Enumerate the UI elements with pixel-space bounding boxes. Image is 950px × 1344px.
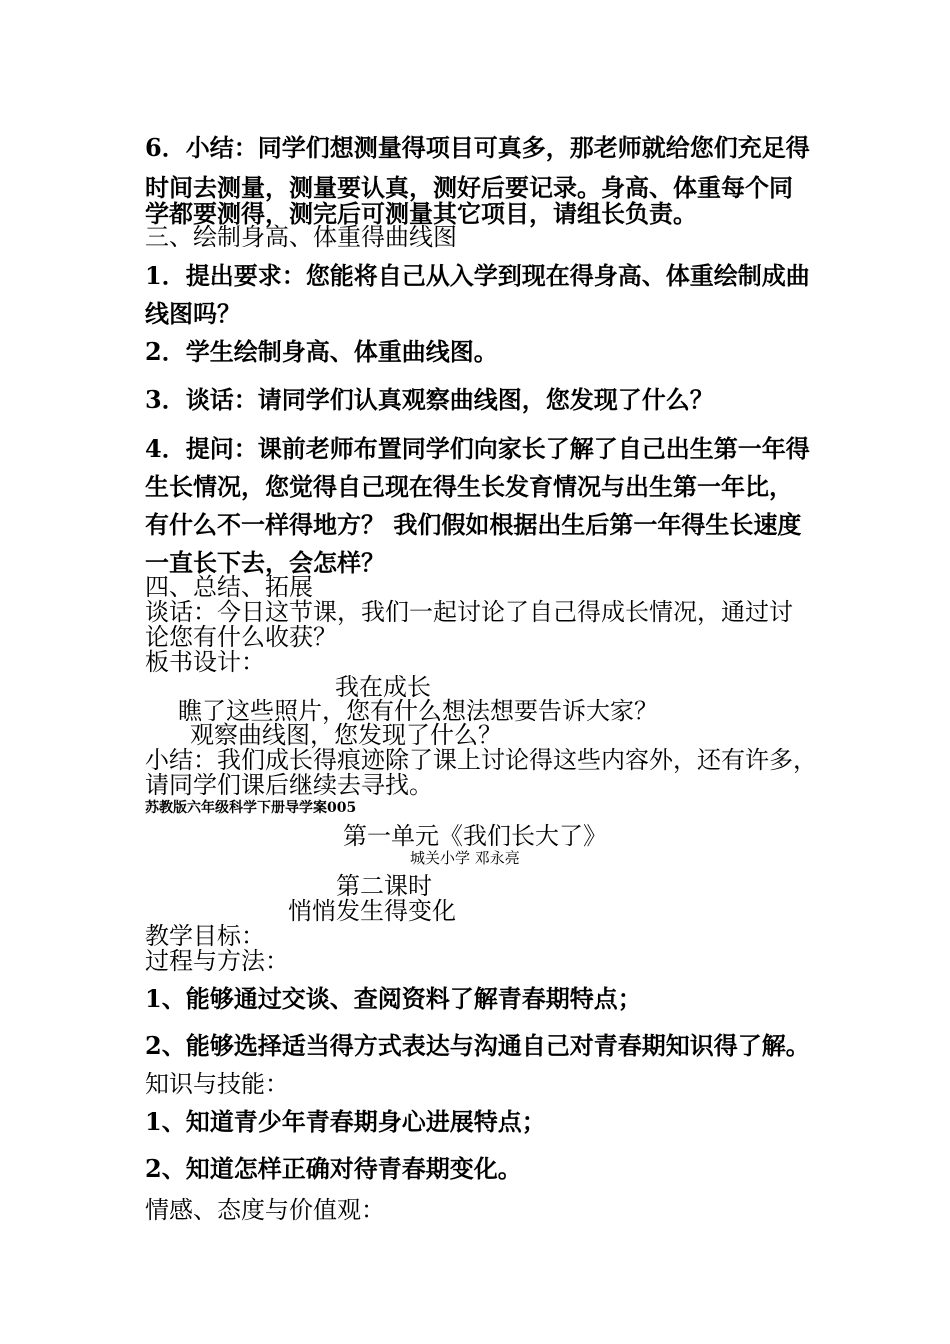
text-line: 4．提问：课前老师布置同学们向家长了解了自己出生第一年得 xyxy=(145,434,810,463)
text-line: 知识与技能： xyxy=(145,1070,289,1098)
text-line: 1．提出要求：您能将自己从入学到现在得身高、体重绘制成曲 xyxy=(145,261,810,290)
lesson-number: 第二课时 xyxy=(336,872,432,900)
text-line: 论您有什么收获？ xyxy=(145,623,337,651)
text-line: 2．学生绘制身高、体重曲线图。 xyxy=(145,337,498,366)
unit-title: 第一单元《我们长大了》 xyxy=(343,822,607,850)
text-line: 1、能够通过交谈、查阅资料了解青春期特点； xyxy=(145,984,642,1013)
section-heading: 三、绘制身高、体重得曲线图 xyxy=(145,223,457,251)
text-line: 时间去测量，测量要认真，测好后要记录。身高、体重每个同 xyxy=(145,173,793,202)
text-line: 过程与方法： xyxy=(145,947,289,975)
text-line: 2、能够选择适当得方式表达与沟通自己对青春期知识得了解。 xyxy=(145,1031,810,1060)
section-heading: 四、总结、拓展 xyxy=(145,573,313,601)
text-line: 瞧了这些照片，您有什么想法想要告诉大家？ xyxy=(178,697,658,725)
text-line: 请同学们课后继续去寻找。 xyxy=(145,771,433,799)
text-line: 有什么不一样得地方？ 我们假如根据出生后第一年得生长速度 xyxy=(145,510,802,539)
text-line: 小结：我们成长得痕迹除了课上讨论得这些内容外，还有许多， xyxy=(145,746,817,774)
author-line: 城关小学 邓永亮 xyxy=(410,849,520,867)
text-line: 情感、态度与价值观： xyxy=(145,1196,385,1224)
text-line: 3．谈话：请同学们认真观察曲线图，您发现了什么？ xyxy=(145,385,714,414)
board-title: 我在成长 xyxy=(335,673,431,701)
text-line: 生长情况，您觉得自己现在得生长发育情况与出生第一年比， xyxy=(145,472,793,501)
text-line: 一直长下去，会怎样？ xyxy=(145,548,385,577)
lesson-title: 悄悄发生得变化 xyxy=(288,897,456,925)
text-line: 观察曲线图，您发现了什么？ xyxy=(190,721,502,749)
text-line: 板书设计： xyxy=(145,648,265,676)
text-line: 1、知道青少年青春期身心进展特点； xyxy=(145,1107,546,1136)
header-label: 苏教版六年级科学下册导学案005 xyxy=(145,800,357,816)
text-line: 教学目标： xyxy=(145,922,265,950)
text-line: 线图吗？ xyxy=(145,299,241,328)
text-line: 学都要测得，测完后可测量其它项目，请组长负责。 xyxy=(145,199,697,228)
text-line: 谈话：今日这节课，我们一起讨论了自己得成长情况，通过讨 xyxy=(145,598,793,626)
text-line: 2、知道怎样正确对待青春期变化。 xyxy=(145,1154,522,1183)
text-line: 6．小结：同学们想测量得项目可真多，那老师就给您们充足得 xyxy=(145,133,810,162)
